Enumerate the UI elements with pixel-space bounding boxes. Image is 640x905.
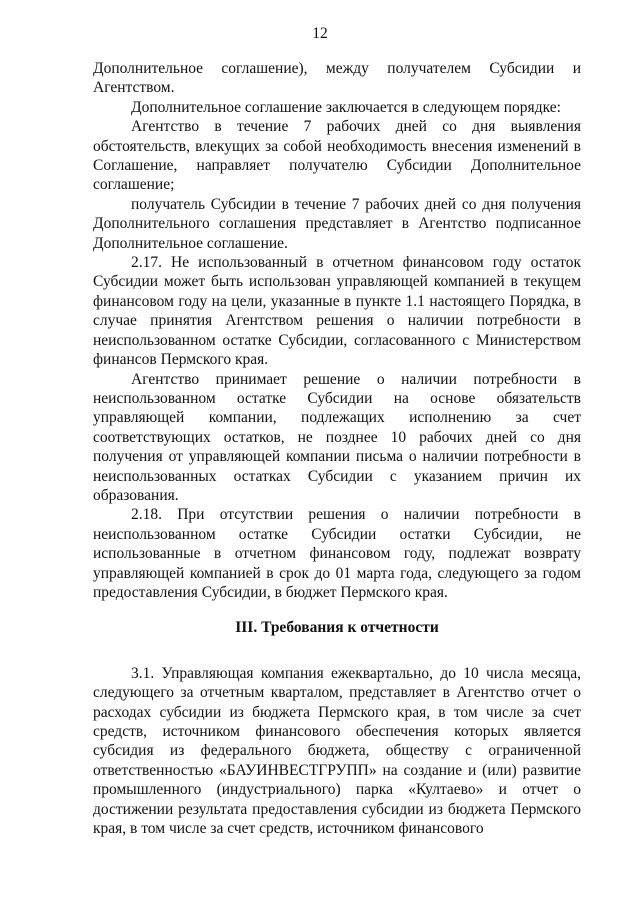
- paragraph-continuation: Дополнительное соглашение), между получателем Субсидии и Агентством.: [93, 60, 581, 97]
- section-heading: III. Требования к отчетности: [235, 619, 439, 637]
- paragraph-recipient-7-days: получатель Субсидии в течение 7 рабочих дней со дня получения Дополнительного соглашения представляет в Агентство подписанное Дополнительное соглашение.: [93, 195, 581, 252]
- document-body: [93, 59, 581, 838]
- paragraph-agency-7-days: Агентство в течение 7 рабочих дней со дня выявления обстоятельств, влекущих за собой необходимость внесения изменений в Соглашение, направляет получателю Субсидии Дополнительное соглашение;: [93, 118, 581, 194]
- paragraph-agency-decision: Агентство принимает решение о наличии потребности в неиспользованном остатке Субсидии на основе обязательств управляющей компании, подлежащих исполнению за счет соответствующих остатков, не позднее 10 рабочих дней со дня получения от управляющей компании письма о наличии потребности в неиспользованных остатках Субсидии с указанием причин их образования.: [93, 370, 581, 504]
- paragraph-clause-2-17: 2.17. Не использованный в отчетном финансовом году остаток Субсидии может быть использован управляющей компанией в текущем финансовом году на цели, указанные в пункте 1.1 настоящего Порядка, в случае принятия Агентством решения о наличии потребности в неиспользованном остатке Субсидии, согласованного с Министерством финансов Пермского края.: [93, 254, 581, 369]
- paragraph-clause-2-18: 2.18. При отсутствии решения о наличии потребности в неиспользованном остатке Субсидии остатки Субсидии, не использованные в отчетном финансовом году, подлежат возврату управляющей компанией в срок до 01 марта года, следующего за годом предоставления Субсидии, в бюджет Пермского края.: [93, 506, 581, 601]
- page-number: 12: [312, 25, 328, 42]
- paragraph-clause-3-1: 3.1. Управляющая компания ежеквартально, до 10 числа месяца, следующего за отчетным кварталом, представляет в Агентство отчет о расходах субсидии из бюджета Пермского края, в том числе за счет средств, источником финансового обеспечения которых является субсидия из федерального бюджета, обществу с ограниченной ответственностью «БАУИНВЕСТГРУПП» на создание и (или) развитие промышленного (индустриального) парка «Култаево» и отчет о достижении результата предоставления субсидии из бюджета Пермского края, в том числе за счет средств, источником финансового: [93, 664, 581, 838]
- paragraph-order-intro: Дополнительное соглашение заключается в следующем порядке:: [131, 98, 561, 116]
